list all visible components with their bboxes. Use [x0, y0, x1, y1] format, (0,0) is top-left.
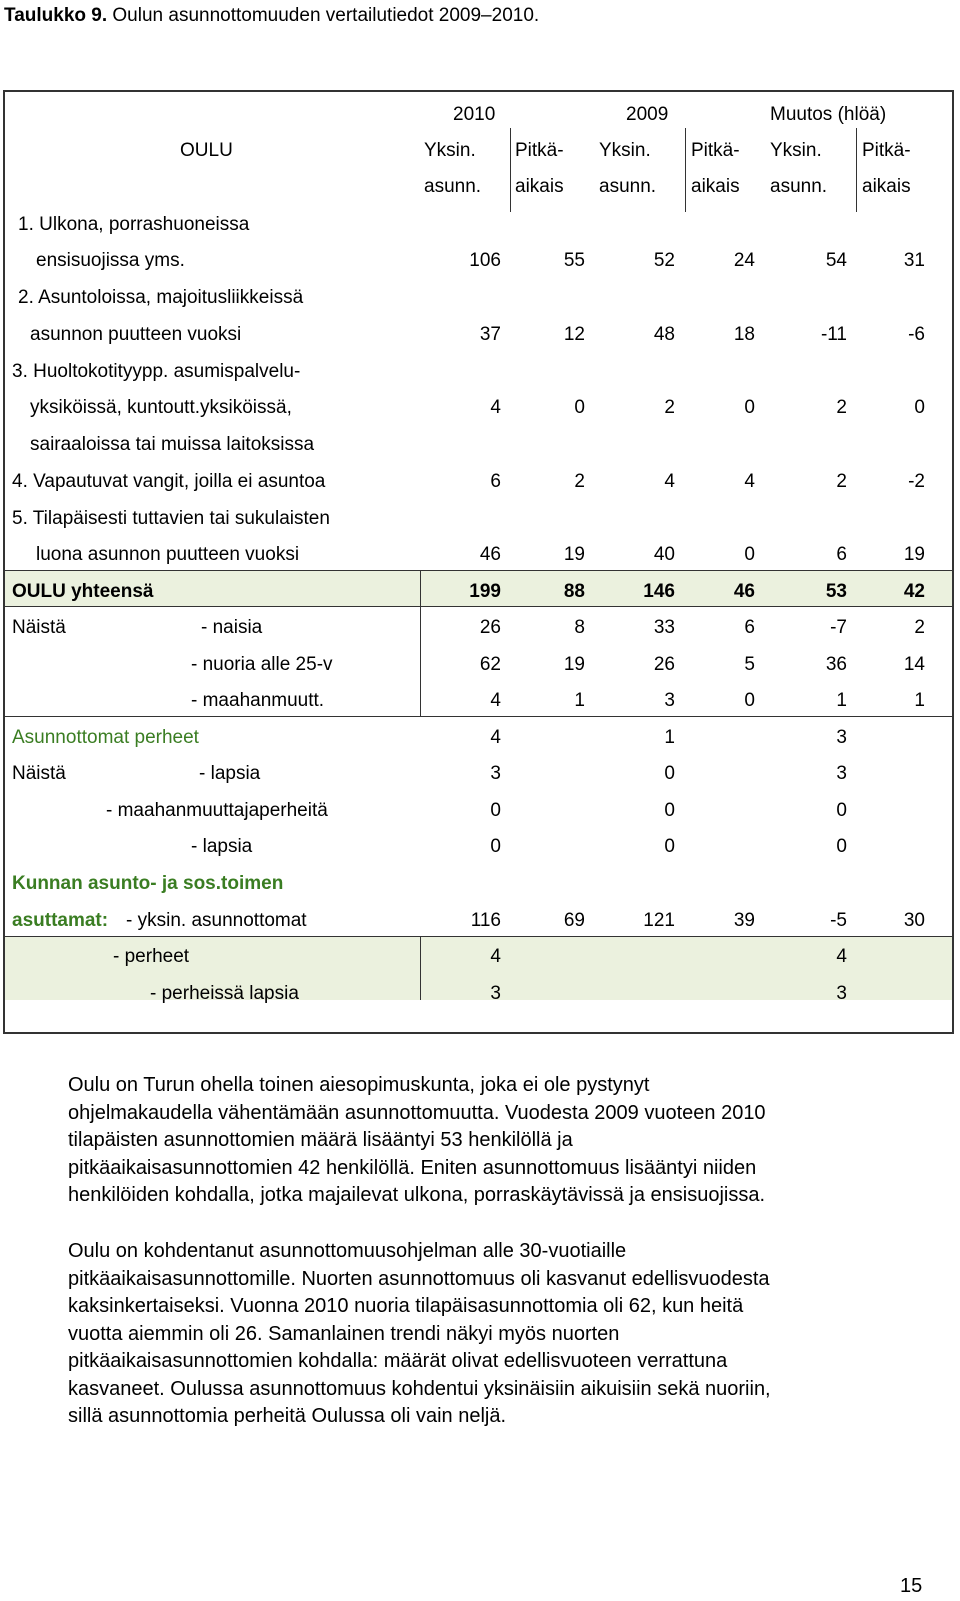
row-label: 2. Asuntoloissa, majoitusliikkeissä	[18, 287, 304, 308]
cell: 46	[479, 544, 501, 565]
row-label: - yksin. asunnottomat	[126, 910, 307, 931]
cell: 36	[825, 654, 847, 675]
cell: -5	[830, 910, 847, 931]
text-line: pitkäaikaisasunnottomille. Nuorten asunnottomuus oli kasvanut edellisvuodesta	[68, 1267, 770, 1290]
row-label: yksiköissä, kuntoutt.yksiköissä,	[30, 397, 292, 418]
cell: 0	[574, 397, 585, 418]
cell: 1	[914, 690, 925, 711]
h-asunn-change: asunn.	[770, 176, 828, 197]
row-label: sairaaloissa tai muissa laitoksissa	[30, 434, 315, 455]
cell: 18	[733, 324, 755, 345]
cell: 0	[836, 836, 847, 857]
cell: 48	[653, 324, 675, 345]
cell: 5	[744, 654, 755, 675]
text-line: kaksinkertaiseksi. Vuonna 2010 nuoria tilapäisasunnottomia oli 62, kun heitä	[68, 1295, 744, 1317]
cell: 54	[825, 250, 847, 271]
cell: 4	[490, 397, 501, 418]
total-cell: 53	[825, 581, 847, 602]
homelessness-table	[3, 90, 954, 1034]
text-line: kasvaneet. Oulussa asunnottomuus kohdentui yksinäisiin aikuisiin sekä nuoriin,	[68, 1377, 771, 1400]
cell: 0	[744, 690, 755, 711]
cell: 33	[653, 617, 675, 638]
rule	[5, 570, 952, 571]
cell: 116	[470, 910, 501, 931]
rule	[856, 128, 857, 212]
page-number: 15	[900, 1575, 923, 1597]
cell: 2	[836, 471, 847, 492]
cell: 0	[490, 836, 501, 857]
row-label: 4. Vapautuvat vangit, joilla ei asuntoa	[12, 471, 326, 492]
cell: 3	[836, 983, 847, 1004]
cell: 0	[836, 800, 847, 821]
text-line: sillä asunnottomia perheitä Oulussa oli vain neljä.	[68, 1405, 507, 1427]
cell: 26	[479, 617, 501, 638]
text-line: Oulu on Turun ohella toinen aiesopimuskunta, joka ei ole pystynyt	[68, 1074, 650, 1096]
caption-title: Oulun asunnottomuuden vertailutiedot 2009–2010.	[112, 5, 540, 26]
row-label: 5. Tilapäisesti tuttavien tai sukulaisten	[12, 508, 330, 529]
group-2010: 2010	[453, 104, 496, 125]
cell: 2	[664, 397, 675, 418]
naista-label: Näistä	[12, 617, 66, 638]
group-change: Muutos (hlöä)	[770, 104, 887, 125]
caption-number: Taulukko 9.	[4, 5, 108, 26]
cell: 6	[744, 617, 755, 638]
cell: -6	[908, 324, 925, 345]
total-label: OULU yhteensä	[12, 581, 154, 602]
cell: 3	[490, 983, 501, 1004]
h-aikais-2010: aikais	[515, 176, 564, 197]
paragraph-2	[68, 1238, 948, 1431]
row-label: asunnon puutteen vuoksi	[30, 324, 242, 345]
cell: 2	[914, 617, 925, 638]
row-label: luona asunnon puutteen vuoksi	[36, 544, 300, 565]
table-caption	[4, 4, 539, 28]
cell: 4	[836, 946, 847, 967]
cell: 106	[469, 250, 501, 271]
paragraph-1	[68, 1072, 948, 1210]
h-aikais-2009: aikais	[691, 176, 740, 197]
h-pitka-2009: Pitkä-	[691, 140, 740, 161]
cell: 4	[490, 727, 501, 748]
families-label: Asunnottomat perheet	[12, 727, 199, 748]
cell: 0	[664, 836, 675, 857]
row-label: ensisuojissa yms.	[36, 250, 185, 271]
total-cell: 46	[733, 581, 755, 602]
h-pitka-change: Pitkä-	[862, 140, 911, 161]
cell: 0	[664, 763, 675, 784]
cell: 4	[490, 946, 501, 967]
total-cell: 42	[903, 581, 925, 602]
h-yksin-2010: Yksin.	[424, 140, 476, 161]
cell: 4	[744, 471, 755, 492]
row-label: - perheet	[113, 946, 190, 967]
cell: 0	[914, 397, 925, 418]
cell: 1	[574, 690, 585, 711]
cell: 3	[836, 727, 847, 748]
municipal-label-2: asuttamat:	[12, 910, 109, 931]
cell: 39	[733, 910, 755, 931]
row-label: - lapsia	[199, 763, 261, 784]
cell: 0	[664, 800, 675, 821]
cell: 14	[903, 654, 925, 675]
cell: -7	[830, 617, 847, 638]
h-asunn-2009: asunn.	[599, 176, 657, 197]
cell: 55	[563, 250, 585, 271]
cell: 52	[653, 250, 675, 271]
cell: 2	[574, 471, 585, 492]
row-label: - naisia	[201, 617, 263, 638]
rule	[5, 606, 952, 607]
cell: 19	[563, 544, 585, 565]
total-cell: 199	[469, 581, 501, 602]
text-line: tilapäisten asunnottomien määrä lisääntyi 53 henkilöllä ja	[68, 1129, 573, 1151]
cell: 0	[744, 544, 755, 565]
cell: 19	[903, 544, 925, 565]
cell: 37	[479, 324, 501, 345]
corner-label: OULU	[180, 140, 233, 161]
rule	[5, 936, 952, 937]
rule	[685, 128, 686, 212]
group-2009: 2009	[626, 104, 669, 125]
cell: 19	[563, 654, 585, 675]
cell: 3	[664, 690, 675, 711]
row-label: 3. Huoltokotityypp. asumispalvelu-	[12, 361, 301, 382]
cell: 0	[490, 800, 501, 821]
cell: 1	[836, 690, 847, 711]
cell: 6	[490, 471, 501, 492]
row-label: - lapsia	[191, 836, 253, 857]
row-label: - maahanmuuttajaperheitä	[106, 800, 328, 821]
h-yksin-2009: Yksin.	[599, 140, 651, 161]
families-sub-label: Näistä	[12, 763, 66, 784]
cell: 12	[563, 324, 585, 345]
cell: 69	[563, 910, 585, 931]
cell: 0	[744, 397, 755, 418]
cell: 4	[664, 471, 675, 492]
h-aikais-change: aikais	[862, 176, 911, 197]
h-yksin-change: Yksin.	[770, 140, 822, 161]
rule	[510, 128, 511, 212]
h-asunn-2010: asunn.	[424, 176, 482, 197]
cell: 62	[479, 654, 501, 675]
cell: 3	[490, 763, 501, 784]
text-line: ohjelmakaudella vähentämään asunnottomuutta. Vuodesta 2009 vuoteen 2010	[68, 1101, 766, 1124]
cell: 6	[836, 544, 847, 565]
cell: 40	[653, 544, 675, 565]
text-line: pitkäaikaisasunnottomien kohdalla: määrät olivat edellisvuoteen verrattuna	[68, 1350, 728, 1372]
cell: 1	[664, 727, 675, 748]
text-line: vuotta aiemmin oli 26. Samanlainen trendi näkyi myös nuorten	[68, 1322, 620, 1345]
municipal-label: Kunnan asunto- ja sos.toimen	[12, 873, 284, 894]
text-line: Oulu on kohdentanut asunnottomuusohjelman alle 30-vuotiaille	[68, 1240, 627, 1262]
cell: 8	[574, 617, 585, 638]
cell: 30	[903, 910, 925, 931]
cell: 2	[836, 397, 847, 418]
cell: 3	[836, 763, 847, 784]
cell: 31	[903, 250, 925, 271]
row-label: - perheissä lapsia	[150, 983, 299, 1004]
cell: 24	[733, 250, 755, 271]
row-label: 1. Ulkona, porrashuoneissa	[18, 214, 250, 235]
total-cell: 146	[643, 581, 675, 602]
row-label: - maahanmuutt.	[191, 690, 325, 711]
total-cell: 88	[563, 581, 585, 602]
h-pitka-2010: Pitkä-	[515, 140, 564, 161]
row-label: - nuoria alle 25-v	[191, 654, 333, 675]
cell: 26	[653, 654, 675, 675]
cell: 121	[643, 910, 675, 931]
cell: -2	[908, 471, 925, 492]
cell: 4	[490, 690, 501, 711]
cell: -11	[820, 324, 847, 345]
text-line: henkilöiden kohdalla, jotka majailevat ulkona, porraskäytävissä ja ensisuojissa.	[68, 1184, 766, 1206]
rule	[5, 716, 952, 717]
text-line: pitkäaikaisasunnottomien 42 henkilöllä. Eniten asunnottomuus lisääntyi niiden	[68, 1156, 757, 1179]
